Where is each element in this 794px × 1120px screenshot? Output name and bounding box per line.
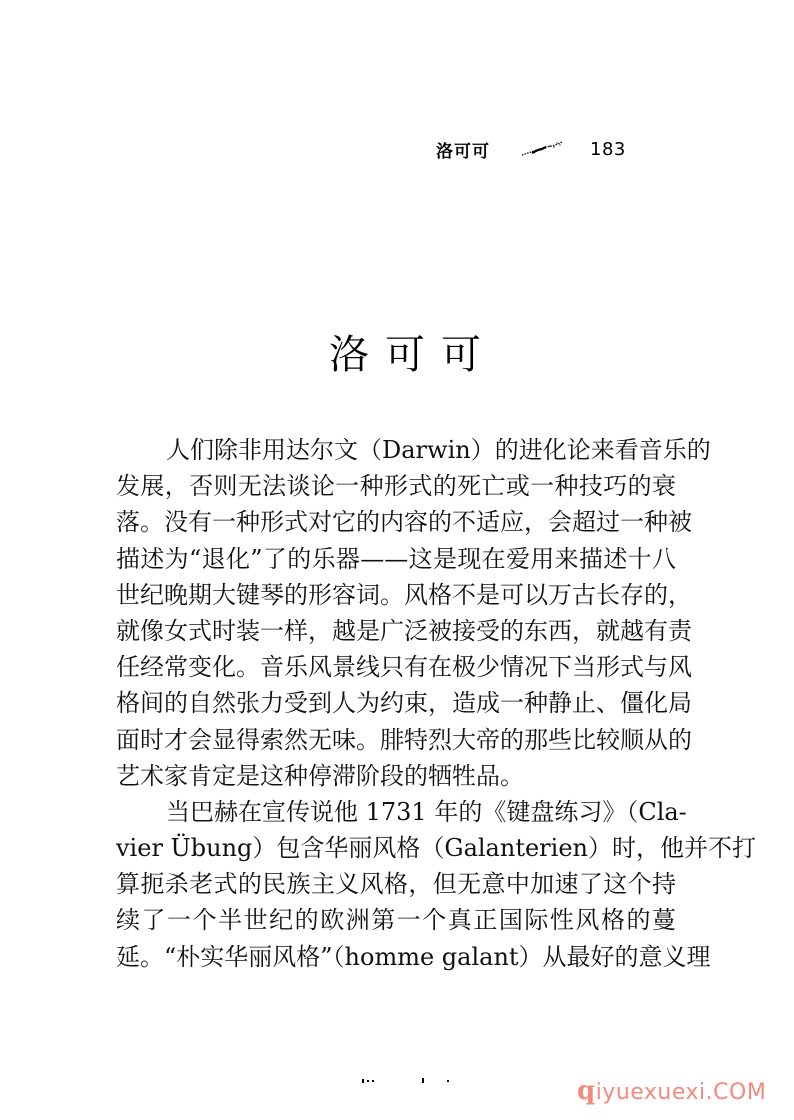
watermark-prefix: q bbox=[577, 1076, 596, 1106]
text-line: 人们除非用达尔文（Darwin）的进化论来看音乐的 bbox=[166, 436, 711, 464]
text-line: 艺术家肯定是这种停滞阶段的牺牲品。 bbox=[116, 761, 524, 790]
text-line: 世纪晚期大键琴的形容词。风格不是可以万古长存的， bbox=[116, 580, 692, 609]
running-header bbox=[436, 136, 626, 162]
text-line: 格间的自然张力受到人为约束，造成一种静止、僵化局 bbox=[116, 689, 692, 718]
watermark-text: iyuexuexi.COM bbox=[595, 1080, 767, 1105]
text-line: vier Übung）包含华丽风格（Galanterien）时，他并不打 bbox=[116, 834, 756, 863]
text-line: 描述为“退化”了的乐器——这是现在爱用来描述十八 bbox=[116, 544, 676, 573]
text-line: 延。“朴实华丽风格”（homme galant）从最好的意义理 bbox=[116, 942, 711, 971]
text-line: 算扼杀老式的民族主义风格，但无意中加速了这个持 bbox=[116, 870, 676, 899]
text-line: 任经常变化。音乐风景线只有在极少情况下当形式与风 bbox=[116, 653, 692, 682]
page-number: 183 bbox=[590, 138, 626, 160]
watermark bbox=[577, 1076, 766, 1106]
text-line: 面时才会显得索然无味。腓特烈大帝的那些比较顺从的 bbox=[116, 725, 692, 754]
quill-flourish-icon bbox=[520, 141, 564, 157]
body-text bbox=[116, 432, 756, 975]
text-line: 续了一个半世纪的欧洲第一个真正国际性风格的蔓 bbox=[116, 906, 676, 935]
chapter-title: 洛可可 bbox=[329, 331, 497, 378]
text-line: 就像女式时装一样，越是广泛被接受的东西，就越有责 bbox=[116, 616, 692, 645]
running-title: 洛可可 bbox=[436, 141, 490, 162]
scan-artifact-marks bbox=[360, 1078, 460, 1084]
text-line: 当巴赫在宣传说他 1731 年的《键盘练习》（Cla- bbox=[166, 797, 687, 826]
text-line: 落。没有一种形式对它的内容的不适应，会超过一种被 bbox=[116, 508, 692, 537]
text-line: 发展，否则无法谈论一种形式的死亡或一种技巧的衰 bbox=[116, 472, 676, 501]
